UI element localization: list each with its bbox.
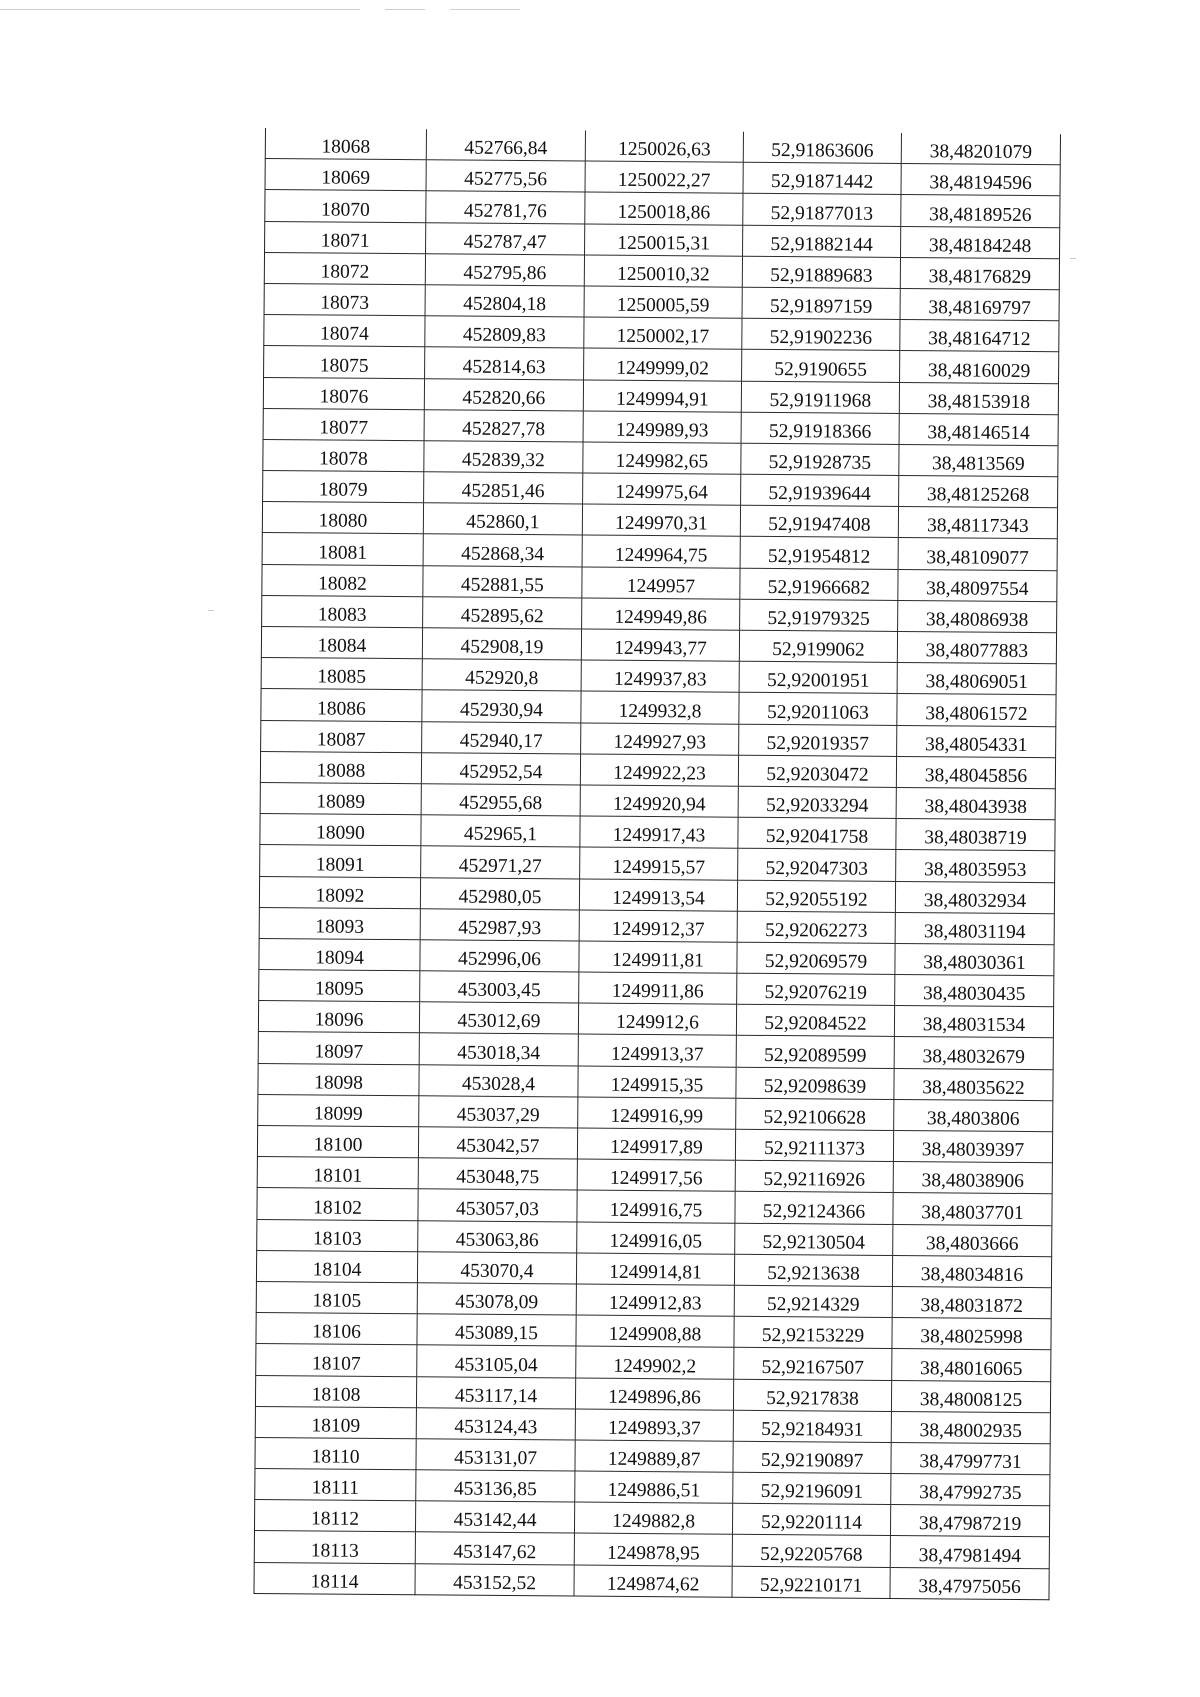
y-coordinate-cell: 1249975,64 [583, 473, 741, 505]
x-coordinate-cell: 453018,34 [419, 1033, 578, 1065]
x-coordinate-cell: 452965,1 [421, 815, 580, 847]
y-coordinate-cell: 1249915,57 [580, 847, 738, 879]
x-coordinate-cell: 452980,05 [420, 877, 579, 909]
point-number-cell: 18078 [263, 439, 424, 471]
point-number-cell: 18068 [265, 128, 426, 160]
y-coordinate-cell: 1249920,94 [580, 785, 738, 817]
latitude-cell: 52,92116926 [735, 1160, 893, 1192]
latitude-cell: 52,9217838 [733, 1379, 891, 1411]
y-coordinate-cell: 1249916,05 [577, 1222, 735, 1254]
latitude-cell: 52,92184931 [733, 1410, 891, 1442]
x-coordinate-cell: 453012,69 [419, 1002, 578, 1034]
point-number-cell: 18100 [257, 1125, 418, 1157]
point-number-cell: 18103 [257, 1219, 418, 1251]
latitude-cell: 52,92084522 [736, 1004, 894, 1036]
scan-artifact-line [0, 9, 360, 10]
y-coordinate-cell: 1249893,37 [575, 1409, 733, 1441]
x-coordinate-cell: 453057,03 [418, 1189, 577, 1221]
longitude-cell: 38,48031534 [894, 1006, 1053, 1038]
longitude-cell: 38,48031872 [892, 1286, 1051, 1318]
x-coordinate-cell: 452809,83 [425, 316, 584, 348]
x-coordinate-cell: 453147,62 [415, 1532, 574, 1564]
latitude-cell: 52,91871442 [743, 162, 901, 194]
latitude-cell: 52,92033294 [738, 786, 896, 818]
point-number-cell: 18101 [257, 1157, 418, 1189]
latitude-cell: 52,9214329 [734, 1285, 892, 1317]
point-number-cell: 18104 [256, 1250, 417, 1282]
latitude-cell: 52,92011063 [739, 693, 897, 725]
point-number-cell: 18083 [262, 595, 423, 627]
longitude-cell: 38,48030361 [895, 943, 1054, 975]
y-coordinate-cell: 1249917,56 [577, 1159, 735, 1191]
latitude-cell: 52,91897159 [742, 287, 900, 319]
x-coordinate-cell: 453078,09 [417, 1283, 576, 1315]
table-row [254, 1562, 1049, 1599]
y-coordinate-cell: 1249882,8 [574, 1502, 732, 1534]
longitude-cell: 38,48184248 [901, 226, 1060, 258]
point-number-cell: 18082 [262, 564, 423, 596]
longitude-cell: 38,48037701 [893, 1193, 1052, 1225]
x-coordinate-cell: 453037,29 [419, 1096, 578, 1128]
longitude-cell: 38,47981494 [890, 1536, 1049, 1568]
longitude-cell: 38,48194596 [901, 164, 1060, 196]
y-coordinate-cell: 1250005,59 [584, 286, 742, 318]
x-coordinate-cell: 453136,85 [416, 1470, 575, 1502]
x-coordinate-cell: 452775,56 [426, 160, 585, 192]
latitude-cell: 52,91918366 [741, 412, 899, 444]
point-number-cell: 18092 [259, 876, 420, 908]
longitude-cell: 38,48025998 [892, 1318, 1051, 1350]
point-number-cell: 18112 [254, 1500, 415, 1532]
point-number-cell: 18079 [263, 471, 424, 503]
point-number-cell: 18110 [255, 1437, 416, 1469]
point-number-cell: 18109 [255, 1406, 416, 1438]
y-coordinate-cell: 1249896,86 [575, 1377, 733, 1409]
longitude-cell: 38,48030435 [895, 975, 1054, 1007]
x-coordinate-cell: 452971,27 [421, 846, 580, 878]
point-number-cell: 18107 [256, 1344, 417, 1376]
x-coordinate-cell: 452895,62 [423, 597, 582, 629]
y-coordinate-cell: 1249912,6 [578, 1003, 736, 1035]
x-coordinate-cell: 453131,07 [416, 1439, 575, 1471]
latitude-cell: 52,92111373 [735, 1129, 893, 1161]
latitude-cell: 52,92089599 [736, 1036, 894, 1068]
latitude-cell: 52,92098639 [736, 1067, 894, 1099]
point-number-cell: 18095 [259, 970, 420, 1002]
x-coordinate-cell: 452955,68 [421, 784, 580, 816]
y-coordinate-cell: 1249913,37 [578, 1034, 736, 1066]
y-coordinate-cell: 1249912,83 [576, 1284, 734, 1316]
x-coordinate-cell: 453063,86 [418, 1220, 577, 1252]
x-coordinate-cell: 452940,17 [422, 721, 581, 753]
latitude-cell: 52,92196091 [733, 1472, 891, 1504]
x-coordinate-cell: 453105,04 [417, 1345, 576, 1377]
latitude-cell: 52,92106628 [736, 1098, 894, 1130]
x-coordinate-cell: 452787,47 [426, 222, 585, 254]
point-number-cell: 18098 [258, 1063, 419, 1095]
y-coordinate-cell: 1249916,75 [577, 1190, 735, 1222]
latitude-cell: 52,91877013 [743, 194, 901, 226]
latitude-cell: 52,92124366 [735, 1192, 893, 1224]
latitude-cell: 52,91979325 [740, 599, 898, 631]
point-number-cell: 18094 [259, 938, 420, 970]
longitude-cell: 38,4803666 [893, 1224, 1052, 1256]
longitude-cell: 38,48189526 [901, 195, 1060, 227]
longitude-cell: 38,48086938 [898, 600, 1057, 632]
longitude-cell: 38,4803806 [894, 1099, 1053, 1131]
latitude-cell: 52,92030472 [738, 755, 896, 787]
longitude-cell: 38,48201079 [901, 133, 1060, 165]
y-coordinate-cell: 1250026,63 [585, 131, 743, 163]
latitude-cell: 52,9190655 [742, 350, 900, 382]
x-coordinate-cell: 452868,34 [423, 534, 582, 566]
point-number-cell: 18086 [261, 689, 422, 721]
x-coordinate-cell: 453042,57 [418, 1127, 577, 1159]
latitude-cell: 52,92047303 [738, 849, 896, 881]
y-coordinate-cell: 1249943,77 [581, 629, 739, 661]
scan-artifact-dash [1070, 258, 1076, 259]
latitude-cell: 52,92201114 [732, 1503, 890, 1535]
longitude-cell: 38,48038906 [893, 1162, 1052, 1194]
point-number-cell: 18071 [265, 221, 426, 253]
latitude-cell: 52,92130504 [735, 1223, 893, 1255]
latitude-cell: 52,91954812 [740, 537, 898, 569]
point-number-cell: 18102 [257, 1188, 418, 1220]
y-coordinate-cell: 1249917,89 [577, 1128, 735, 1160]
longitude-cell: 38,48039397 [893, 1130, 1052, 1162]
y-coordinate-cell: 1249913,54 [579, 878, 737, 910]
point-number-cell: 18113 [254, 1531, 415, 1563]
point-number-cell: 18073 [264, 283, 425, 315]
y-coordinate-cell: 1249982,65 [583, 442, 741, 474]
x-coordinate-cell: 452996,06 [420, 940, 579, 972]
y-coordinate-cell: 1250018,86 [585, 192, 743, 224]
latitude-cell: 52,92019357 [739, 724, 897, 756]
longitude-cell: 38,48038719 [896, 819, 1055, 851]
y-coordinate-cell: 1249878,95 [574, 1533, 732, 1565]
y-coordinate-cell: 1250010,32 [584, 255, 742, 287]
point-number-cell: 18090 [260, 814, 421, 846]
y-coordinate-cell: 1249874,62 [574, 1565, 732, 1597]
longitude-cell: 38,48125268 [899, 476, 1058, 508]
y-coordinate-cell: 1249922,23 [580, 754, 738, 786]
latitude-cell: 52,91882144 [743, 225, 901, 257]
y-coordinate-cell: 1250015,31 [585, 224, 743, 256]
latitude-cell: 52,92210171 [732, 1566, 890, 1598]
x-coordinate-cell: 452908,19 [422, 628, 581, 660]
scan-artifact-line [385, 9, 425, 10]
longitude-cell: 38,48016065 [892, 1349, 1051, 1381]
longitude-cell: 38,48002935 [891, 1411, 1050, 1443]
scan-artifact-dash [208, 610, 214, 611]
longitude-cell: 38,48117343 [898, 507, 1057, 539]
latitude-cell: 52,92001951 [739, 661, 897, 693]
longitude-cell: 38,48176829 [900, 257, 1059, 289]
coordinates-table-body [254, 128, 1060, 1600]
point-number-cell: 18114 [254, 1562, 415, 1594]
longitude-cell: 38,48164712 [900, 320, 1059, 352]
y-coordinate-cell: 1249989,93 [583, 411, 741, 443]
latitude-cell: 52,92062273 [737, 911, 895, 943]
latitude-cell: 52,92205768 [732, 1535, 890, 1567]
x-coordinate-cell: 452781,76 [426, 191, 585, 223]
point-number-cell: 18105 [256, 1281, 417, 1313]
longitude-cell: 38,48077883 [897, 631, 1056, 663]
latitude-cell: 52,91902236 [742, 318, 900, 350]
longitude-cell: 38,47997731 [891, 1442, 1050, 1474]
point-number-cell: 18087 [261, 720, 422, 752]
point-number-cell: 18088 [260, 751, 421, 783]
latitude-cell: 52,9213638 [734, 1254, 892, 1286]
point-number-cell: 18093 [259, 907, 420, 939]
point-number-cell: 18108 [255, 1375, 416, 1407]
longitude-cell: 38,48008125 [891, 1380, 1050, 1412]
x-coordinate-cell: 453124,43 [416, 1407, 575, 1439]
latitude-cell: 52,92076219 [737, 973, 895, 1005]
point-number-cell: 18091 [260, 845, 421, 877]
x-coordinate-cell: 452804,18 [425, 285, 584, 317]
latitude-cell: 52,92041758 [738, 817, 896, 849]
x-coordinate-cell: 453152,52 [415, 1563, 574, 1595]
longitude-cell: 38,48035622 [894, 1068, 1053, 1100]
y-coordinate-cell: 1249937,83 [581, 660, 739, 692]
longitude-cell: 38,4813569 [899, 444, 1058, 476]
latitude-cell: 52,92069579 [737, 942, 895, 974]
latitude-cell: 52,91947408 [740, 505, 898, 537]
latitude-cell: 52,91928735 [741, 443, 899, 475]
longitude-cell: 38,48045856 [896, 756, 1055, 788]
y-coordinate-cell: 1250002,17 [584, 317, 742, 349]
scan-artifact-line [450, 9, 520, 10]
longitude-cell: 38,48109077 [898, 538, 1057, 570]
point-number-cell: 18099 [258, 1094, 419, 1126]
x-coordinate-cell: 452952,54 [421, 752, 580, 784]
latitude-cell: 52,91863606 [743, 132, 901, 164]
point-number-cell: 18096 [258, 1001, 419, 1033]
longitude-cell: 38,47975056 [890, 1567, 1049, 1599]
x-coordinate-cell: 452814,63 [425, 347, 584, 379]
y-coordinate-cell: 1249964,75 [582, 535, 740, 567]
longitude-cell: 38,48097554 [898, 569, 1057, 601]
x-coordinate-cell: 452820,66 [424, 378, 583, 410]
coordinates-table [253, 128, 1060, 1600]
y-coordinate-cell: 1249957 [582, 567, 740, 599]
longitude-cell: 38,48034816 [892, 1255, 1051, 1287]
y-coordinate-cell: 1249912,37 [579, 910, 737, 942]
y-coordinate-cell: 1249886,51 [575, 1471, 733, 1503]
y-coordinate-cell: 1250022,27 [585, 161, 743, 193]
y-coordinate-cell: 1249932,8 [581, 691, 739, 723]
x-coordinate-cell: 453089,15 [417, 1314, 576, 1346]
longitude-cell: 38,48043938 [896, 787, 1055, 819]
y-coordinate-cell: 1249902,2 [576, 1346, 734, 1378]
y-coordinate-cell: 1249915,35 [578, 1066, 736, 1098]
x-coordinate-cell: 452930,94 [422, 690, 581, 722]
x-coordinate-cell: 452827,78 [424, 409, 583, 441]
longitude-cell: 38,48069051 [897, 663, 1056, 695]
latitude-cell: 52,92055192 [737, 880, 895, 912]
point-number-cell: 18106 [256, 1313, 417, 1345]
x-coordinate-cell: 453070,4 [417, 1251, 576, 1283]
longitude-cell: 38,48160029 [900, 351, 1059, 383]
x-coordinate-cell: 452795,86 [425, 254, 584, 286]
point-number-cell: 18097 [258, 1032, 419, 1064]
y-coordinate-cell: 1249970,31 [582, 504, 740, 536]
x-coordinate-cell: 452860,1 [423, 503, 582, 535]
latitude-cell: 52,9199062 [739, 630, 897, 662]
latitude-cell: 52,91911968 [741, 381, 899, 413]
longitude-cell: 38,48153918 [899, 382, 1058, 414]
point-number-cell: 18074 [264, 315, 425, 347]
longitude-cell: 38,48054331 [897, 725, 1056, 757]
y-coordinate-cell: 1249916,99 [578, 1097, 736, 1129]
x-coordinate-cell: 452851,46 [424, 472, 583, 504]
x-coordinate-cell: 452920,8 [422, 659, 581, 691]
x-coordinate-cell: 452881,55 [423, 565, 582, 597]
point-number-cell: 18080 [262, 502, 423, 534]
y-coordinate-cell: 1249914,81 [576, 1253, 734, 1285]
latitude-cell: 52,92153229 [734, 1316, 892, 1348]
latitude-cell: 52,91966682 [740, 568, 898, 600]
point-number-cell: 18070 [265, 190, 426, 222]
point-number-cell: 18089 [260, 782, 421, 814]
point-number-cell: 18081 [262, 533, 423, 565]
y-coordinate-cell: 1249917,43 [580, 816, 738, 848]
x-coordinate-cell: 453003,45 [420, 971, 579, 1003]
x-coordinate-cell: 453142,44 [415, 1501, 574, 1533]
latitude-cell: 52,91939644 [741, 474, 899, 506]
longitude-cell: 38,48032934 [895, 881, 1054, 913]
y-coordinate-cell: 1249908,88 [576, 1315, 734, 1347]
longitude-cell: 38,48146514 [899, 413, 1058, 445]
y-coordinate-cell: 1249911,86 [579, 972, 737, 1004]
longitude-cell: 38,47987219 [890, 1505, 1049, 1537]
y-coordinate-cell: 1249994,91 [583, 380, 741, 412]
point-number-cell: 18076 [263, 377, 424, 409]
latitude-cell: 52,91889683 [742, 256, 900, 288]
y-coordinate-cell: 1249949,86 [582, 598, 740, 630]
longitude-cell: 38,47992735 [891, 1474, 1050, 1506]
x-coordinate-cell: 453117,14 [416, 1376, 575, 1408]
point-number-cell: 18085 [261, 658, 422, 690]
point-number-cell: 18072 [264, 252, 425, 284]
longitude-cell: 38,48031194 [895, 912, 1054, 944]
longitude-cell: 38,48035953 [896, 850, 1055, 882]
x-coordinate-cell: 452766,84 [426, 129, 585, 161]
point-number-cell: 18084 [261, 626, 422, 658]
x-coordinate-cell: 452987,93 [420, 908, 579, 940]
longitude-cell: 38,48169797 [900, 288, 1059, 320]
latitude-cell: 52,92190897 [733, 1441, 891, 1473]
y-coordinate-cell: 1249889,87 [575, 1440, 733, 1472]
point-number-cell: 18075 [264, 346, 425, 378]
latitude-cell: 52,92167507 [734, 1348, 892, 1380]
x-coordinate-cell: 453028,4 [419, 1064, 578, 1096]
y-coordinate-cell: 1249927,93 [581, 723, 739, 755]
point-number-cell: 18111 [255, 1469, 416, 1501]
longitude-cell: 38,48061572 [897, 694, 1056, 726]
longitude-cell: 38,48032679 [894, 1037, 1053, 1069]
point-number-cell: 18077 [263, 408, 424, 440]
y-coordinate-cell: 1249911,81 [579, 941, 737, 973]
x-coordinate-cell: 452839,32 [424, 441, 583, 473]
x-coordinate-cell: 453048,75 [418, 1158, 577, 1190]
point-number-cell: 18069 [265, 159, 426, 191]
y-coordinate-cell: 1249999,02 [584, 348, 742, 380]
